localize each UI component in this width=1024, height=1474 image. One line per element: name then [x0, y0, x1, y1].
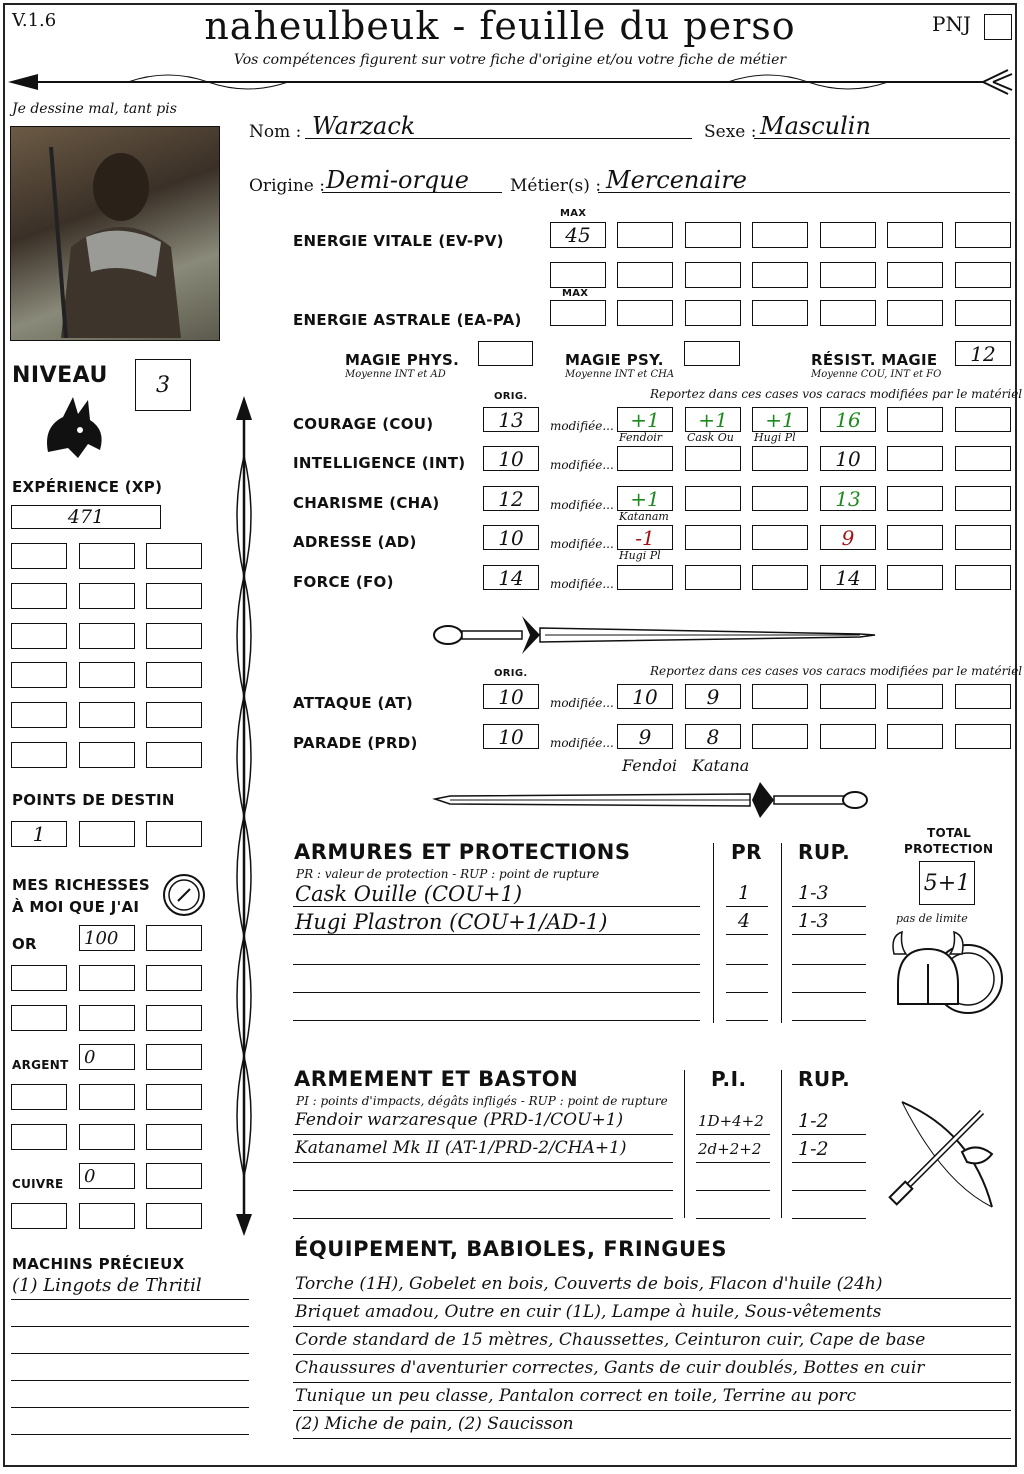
- staff-ornament-icon: [226, 396, 262, 1236]
- magie-phys-label: MAGIE PHYS.: [345, 351, 460, 369]
- pi-header: P.I.: [711, 1067, 747, 1091]
- xp-grid-box[interactable]: [11, 543, 67, 569]
- armure-rup[interactable]: 1-3: [798, 910, 829, 932]
- combat-mod-box[interactable]: 9: [617, 724, 673, 749]
- xp-grid-box[interactable]: [11, 662, 67, 688]
- crossed-weapons-icon: [882, 1092, 1006, 1212]
- arme-name[interactable]: Fendoir warzaresque (PRD-1/COU+1): [295, 1110, 624, 1130]
- or-box[interactable]: [11, 1005, 67, 1031]
- ev-box[interactable]: [820, 222, 876, 248]
- machins-label: MACHINS PRÉCIEUX: [12, 1255, 185, 1273]
- orig-label: ORIG.: [494, 391, 528, 402]
- argent-box[interactable]: [146, 1084, 202, 1110]
- ev-box[interactable]: [887, 262, 943, 288]
- xp-grid-box[interactable]: [146, 623, 202, 649]
- richesses-label-2: À MOI QUE J'AI: [12, 898, 140, 916]
- modif-label: modifiée...: [550, 696, 614, 710]
- ev-box[interactable]: [752, 222, 808, 248]
- arme-line: [293, 1166, 673, 1191]
- combat-orig-box[interactable]: 10: [483, 724, 539, 749]
- destin-box[interactable]: 1: [11, 821, 67, 847]
- xp-grid-box[interactable]: [146, 583, 202, 609]
- argent-box[interactable]: [79, 1124, 135, 1150]
- ea-box[interactable]: [955, 300, 1011, 326]
- page-subtitle: Vos compétences figurent sur votre fiche d'origine et/ou votre fiche de métier: [233, 52, 787, 68]
- ea-max-box[interactable]: [550, 300, 606, 326]
- richesses-label: MES RICHESSES: [12, 876, 151, 894]
- xp-grid-box[interactable]: [11, 583, 67, 609]
- ev-box[interactable]: [820, 262, 876, 288]
- destin-label: POINTS DE DESTIN: [12, 791, 175, 809]
- magie-psy-label: MAGIE PSY.: [565, 351, 664, 369]
- modif-label: modifiée...: [550, 736, 614, 750]
- xp-grid-box[interactable]: [11, 623, 67, 649]
- stat-mod-box[interactable]: -1: [617, 525, 673, 550]
- ea-box[interactable]: [685, 300, 741, 326]
- column-divider: [781, 843, 782, 1023]
- equip-text[interactable]: Torche (1H), Gobelet en bois, Couverts de bois, Flacon d'huile (24h): [295, 1274, 883, 1294]
- armures-sub: PR : valeur de protection - RUP : point de rupture: [296, 867, 600, 881]
- sexe-label: Sexe :: [704, 122, 757, 142]
- cuivre-box[interactable]: [79, 1203, 135, 1229]
- stat-mod-note: Cask Ou: [687, 431, 734, 444]
- helmet-shield-icon: [888, 924, 1006, 1024]
- stat-mod-box[interactable]: [955, 407, 1011, 432]
- ev-box[interactable]: [887, 222, 943, 248]
- stat-mod-box[interactable]: [887, 565, 943, 590]
- stat-mod-box[interactable]: [685, 486, 741, 511]
- modif-label: modifiée...: [550, 419, 614, 433]
- stat-mod-box[interactable]: [955, 525, 1011, 550]
- armure-name[interactable]: Cask Ouille (COU+1): [295, 882, 523, 906]
- stat-mod-box[interactable]: [752, 446, 808, 471]
- armure-rup-line: [792, 996, 866, 1021]
- xp-grid-box[interactable]: [79, 623, 135, 649]
- combat-orig-label: ORIG.: [494, 668, 528, 679]
- stat-mod-box[interactable]: [752, 565, 808, 590]
- warrior-figure-icon: [11, 127, 217, 338]
- modif-label: modifiée...: [550, 498, 614, 512]
- niveau-box[interactable]: 3: [135, 359, 191, 411]
- destin-box[interactable]: [79, 821, 135, 847]
- xp-grid-box[interactable]: [11, 702, 67, 728]
- xp-grid-box[interactable]: [146, 702, 202, 728]
- ev-box[interactable]: [617, 262, 673, 288]
- stat-orig-box[interactable]: 10: [483, 525, 539, 550]
- ea-box[interactable]: [617, 300, 673, 326]
- sword-icon: [430, 778, 875, 822]
- argent-box[interactable]: [146, 1044, 202, 1070]
- combat-mod-box[interactable]: [820, 684, 876, 709]
- stat-mod-box[interactable]: [617, 446, 673, 471]
- armure-pr[interactable]: 4: [738, 910, 751, 932]
- arme-rup-line: [792, 1166, 866, 1191]
- armure-rup-line: [792, 940, 866, 965]
- ea-label: ENERGIE ASTRALE (EA-PA): [293, 311, 522, 329]
- or-box[interactable]: [79, 965, 135, 991]
- cuivre-box[interactable]: [11, 1203, 67, 1229]
- combat-label: ATTAQUE (AT): [293, 694, 414, 712]
- pr-header: PR: [731, 840, 763, 864]
- armure-pr[interactable]: 1: [738, 882, 751, 904]
- stat-mod-box[interactable]: [887, 486, 943, 511]
- niveau-label: NIVEAU: [12, 363, 108, 388]
- stat-orig-box[interactable]: 12: [483, 486, 539, 511]
- origine-label: Origine :: [249, 176, 325, 196]
- cuivre-label: CUIVRE: [12, 1177, 64, 1191]
- coin-icon: [160, 871, 208, 919]
- stat-mod-box[interactable]: [955, 486, 1011, 511]
- combat-mod-box[interactable]: [820, 724, 876, 749]
- or-box[interactable]: [11, 965, 67, 991]
- armure-line: [293, 968, 700, 993]
- metier-label: Métier(s) :: [510, 176, 602, 196]
- armure-pr-line: [726, 996, 768, 1021]
- equipement-title: ÉQUIPEMENT, BABIOLES, FRINGUES: [294, 1237, 727, 1261]
- column-divider: [684, 1070, 685, 1218]
- equip-text[interactable]: Tunique un peu classe, Pantalon correct en toile, Terrine au porc: [295, 1386, 857, 1406]
- nom-label: Nom :: [249, 122, 302, 142]
- ev-max-label: MAX: [560, 208, 587, 219]
- stat-mod-box[interactable]: [752, 486, 808, 511]
- ea-box[interactable]: [820, 300, 876, 326]
- equip-text[interactable]: Briquet amadou, Outre en cuir (1L), Lampe à huile, Sous-vêtements: [295, 1302, 882, 1322]
- weapon-note: Katana: [692, 756, 750, 775]
- magie-phys-note: Moyenne INT et AD: [345, 369, 446, 380]
- modif-label: modifiée...: [550, 577, 614, 591]
- pnj-label: PNJ: [932, 12, 971, 36]
- argent-box[interactable]: [11, 1124, 67, 1150]
- xp-grid-box[interactable]: [79, 702, 135, 728]
- stat-mod-box[interactable]: [685, 565, 741, 590]
- equip-text[interactable]: Chaussures d'aventurier correctes, Gants de cuir doublés, Bottes en cuir: [295, 1358, 925, 1378]
- argent-label: ARGENT: [12, 1058, 69, 1072]
- sexe-field[interactable]: Masculin: [760, 112, 871, 140]
- stat-mod-note: Hugi Pl: [754, 431, 796, 444]
- total-label-2: PROTECTION: [904, 842, 994, 856]
- machins-item[interactable]: (1) Lingots de Thritil: [12, 1275, 202, 1296]
- stat-mod-box[interactable]: [887, 407, 943, 432]
- resist-magie-box[interactable]: 12: [955, 341, 1011, 366]
- armement-title: ARMEMENT ET BASTON: [294, 1067, 579, 1091]
- stat-label: ADRESSE (AD): [293, 533, 417, 551]
- armure-name[interactable]: Hugi Plastron (COU+1/AD-1): [295, 910, 608, 934]
- cuivre-box[interactable]: [146, 1203, 202, 1229]
- arme-pi[interactable]: 2d+2+2: [698, 1140, 762, 1158]
- armure-rup[interactable]: 1-3: [798, 882, 829, 904]
- total-note: pas de limite: [896, 912, 968, 925]
- xp-grid-box[interactable]: [11, 742, 67, 768]
- arme-pi-line: [696, 1166, 770, 1191]
- combat-orig-box[interactable]: 10: [483, 684, 539, 709]
- column-divider: [713, 843, 714, 1023]
- ev-box[interactable]: [955, 222, 1011, 248]
- combat-mod-box[interactable]: [887, 724, 943, 749]
- stat-mod-note: Fendoir: [619, 431, 663, 444]
- xp-grid-box[interactable]: [79, 543, 135, 569]
- nom-field[interactable]: Warzack: [312, 112, 416, 140]
- stats-note: Reportez dans ces cases vos caracs modifiées par le matériel: [650, 387, 1023, 401]
- arme-pi-line: [696, 1194, 770, 1219]
- armure-rup-line: [792, 968, 866, 993]
- or-box[interactable]: [146, 965, 202, 991]
- destin-box[interactable]: [146, 821, 202, 847]
- portrait-caption: Je dessine mal, tant pis: [12, 101, 177, 117]
- armure-pr-line: [726, 940, 768, 965]
- or-box[interactable]: [146, 925, 202, 951]
- cuivre-box[interactable]: 0: [79, 1163, 135, 1189]
- argent-box[interactable]: [146, 1124, 202, 1150]
- rup-header: RUP.: [798, 840, 851, 864]
- stat-mod-note: Hugi Pl: [619, 549, 661, 562]
- metier-field[interactable]: Mercenaire: [606, 166, 748, 194]
- or-box[interactable]: 100: [79, 925, 135, 951]
- stat-label: INTELLIGENCE (INT): [293, 454, 466, 472]
- argent-box[interactable]: 0: [79, 1044, 135, 1070]
- ev-box[interactable]: [752, 262, 808, 288]
- stat-mod-box[interactable]: 14: [820, 565, 876, 590]
- arme-line: [293, 1194, 673, 1219]
- stat-mod-box[interactable]: [685, 446, 741, 471]
- ev-max-box[interactable]: 45: [550, 222, 606, 248]
- xp-grid-box[interactable]: [79, 662, 135, 688]
- xp-grid-box[interactable]: [79, 583, 135, 609]
- or-box[interactable]: [79, 1005, 135, 1031]
- pnj-checkbox[interactable]: [984, 14, 1012, 40]
- equip-text[interactable]: Corde standard de 15 mètres, Chaussettes, Ceinturon cuir, Cape de base: [295, 1330, 926, 1350]
- stat-mod-box[interactable]: [955, 446, 1011, 471]
- ev-box[interactable]: [617, 222, 673, 248]
- ev-box[interactable]: [955, 262, 1011, 288]
- sword-icon: [430, 610, 880, 660]
- ev-box[interactable]: [685, 222, 741, 248]
- total-label: TOTAL: [927, 826, 972, 840]
- resist-magie-label: RÉSIST. MAGIE: [811, 351, 938, 369]
- version-label: V.1.6: [12, 10, 57, 31]
- combat-mod-box[interactable]: [752, 684, 808, 709]
- arme-rup[interactable]: 1-2: [798, 1138, 829, 1160]
- modif-label: modifiée...: [550, 537, 614, 551]
- armure-line: [293, 996, 700, 1021]
- stat-label: COURAGE (COU): [293, 415, 434, 433]
- armures-title: ARMURES ET PROTECTIONS: [294, 840, 631, 864]
- argent-box[interactable]: [79, 1084, 135, 1110]
- armure-pr-line: [726, 968, 768, 993]
- arme-pi[interactable]: 1D+4+2: [698, 1112, 764, 1130]
- stat-mod-box[interactable]: [685, 525, 741, 550]
- magie-psy-note: Moyenne INT et CHA: [565, 369, 675, 380]
- combat-mod-box[interactable]: [955, 724, 1011, 749]
- combat-note: Reportez dans ces cases vos caracs modifiées par le matériel: [650, 664, 1023, 678]
- magie-psy-box[interactable]: [684, 341, 740, 366]
- or-label: OR: [12, 935, 37, 953]
- combat-mod-box[interactable]: 9: [685, 684, 741, 709]
- rup-header: RUP.: [798, 1067, 851, 1091]
- magie-phys-box[interactable]: [478, 341, 533, 366]
- xp-grid-box[interactable]: [79, 742, 135, 768]
- modif-label: modifiée...: [550, 458, 614, 472]
- arme-name[interactable]: Katanamel Mk II (AT-1/PRD-2/CHA+1): [295, 1138, 627, 1158]
- cuivre-box[interactable]: [146, 1163, 202, 1189]
- stat-mod-box[interactable]: +1: [617, 486, 673, 511]
- argent-box[interactable]: [11, 1084, 67, 1110]
- stat-mod-box[interactable]: 13: [820, 486, 876, 511]
- stat-mod-box[interactable]: [955, 565, 1011, 590]
- total-protection-box[interactable]: 5+1: [919, 861, 975, 905]
- xp-grid-box[interactable]: [146, 543, 202, 569]
- stat-label: CHARISME (CHA): [293, 494, 440, 512]
- stat-mod-box[interactable]: [887, 525, 943, 550]
- combat-label: PARADE (PRD): [293, 734, 418, 752]
- stat-orig-box[interactable]: 10: [483, 446, 539, 471]
- ev-box[interactable]: [685, 262, 741, 288]
- stat-label: FORCE (FO): [293, 573, 394, 591]
- weapon-note: Fendoi: [622, 756, 677, 775]
- stat-mod-box[interactable]: +1: [752, 407, 808, 432]
- ev-label: ENERGIE VITALE (EV-PV): [293, 232, 504, 250]
- arrow-ornament-icon: [8, 64, 1014, 100]
- combat-mod-box[interactable]: 10: [617, 684, 673, 709]
- column-divider: [781, 1070, 782, 1218]
- stat-mod-box[interactable]: [887, 446, 943, 471]
- xp-box[interactable]: 471: [11, 505, 161, 529]
- armement-sub: PI : points d'impacts, dégâts infligés - RUP : point de rupture: [296, 1094, 668, 1108]
- xp-grid-box[interactable]: [146, 662, 202, 688]
- combat-mod-box[interactable]: [887, 684, 943, 709]
- stat-mod-note: Katanam: [619, 510, 669, 523]
- combat-mod-box[interactable]: [752, 724, 808, 749]
- combat-mod-box[interactable]: [955, 684, 1011, 709]
- stat-mod-box[interactable]: [752, 525, 808, 550]
- ea-box[interactable]: [887, 300, 943, 326]
- xp-label: EXPÉRIENCE (XP): [12, 478, 163, 496]
- origine-field[interactable]: Demi-orque: [326, 166, 469, 194]
- stat-orig-box[interactable]: 14: [483, 565, 539, 590]
- stat-mod-box[interactable]: +1: [617, 407, 673, 432]
- page-title: naheulbeuk - feuille du perso: [204, 4, 796, 48]
- ea-max-label: MAX: [562, 288, 589, 299]
- or-box[interactable]: [146, 1005, 202, 1031]
- xp-grid-box[interactable]: [146, 742, 202, 768]
- armure-line: [293, 940, 700, 965]
- dragon-head-icon: [38, 392, 110, 464]
- ea-box[interactable]: [752, 300, 808, 326]
- stat-mod-box[interactable]: +1: [685, 407, 741, 432]
- stat-mod-box[interactable]: 16: [820, 407, 876, 432]
- stat-mod-box[interactable]: [617, 565, 673, 590]
- arme-rup-line: [792, 1194, 866, 1219]
- stat-mod-box[interactable]: 10: [820, 446, 876, 471]
- character-portrait: [10, 126, 220, 341]
- stat-orig-box[interactable]: 13: [483, 407, 539, 432]
- equip-text[interactable]: (2) Miche de pain, (2) Saucisson: [295, 1414, 574, 1434]
- combat-mod-box[interactable]: 8: [685, 724, 741, 749]
- stat-mod-box[interactable]: 9: [820, 525, 876, 550]
- resist-magie-note: Moyenne COU, INT et FO: [811, 369, 942, 380]
- arme-rup[interactable]: 1-2: [798, 1110, 829, 1132]
- ev-box[interactable]: [550, 262, 606, 288]
